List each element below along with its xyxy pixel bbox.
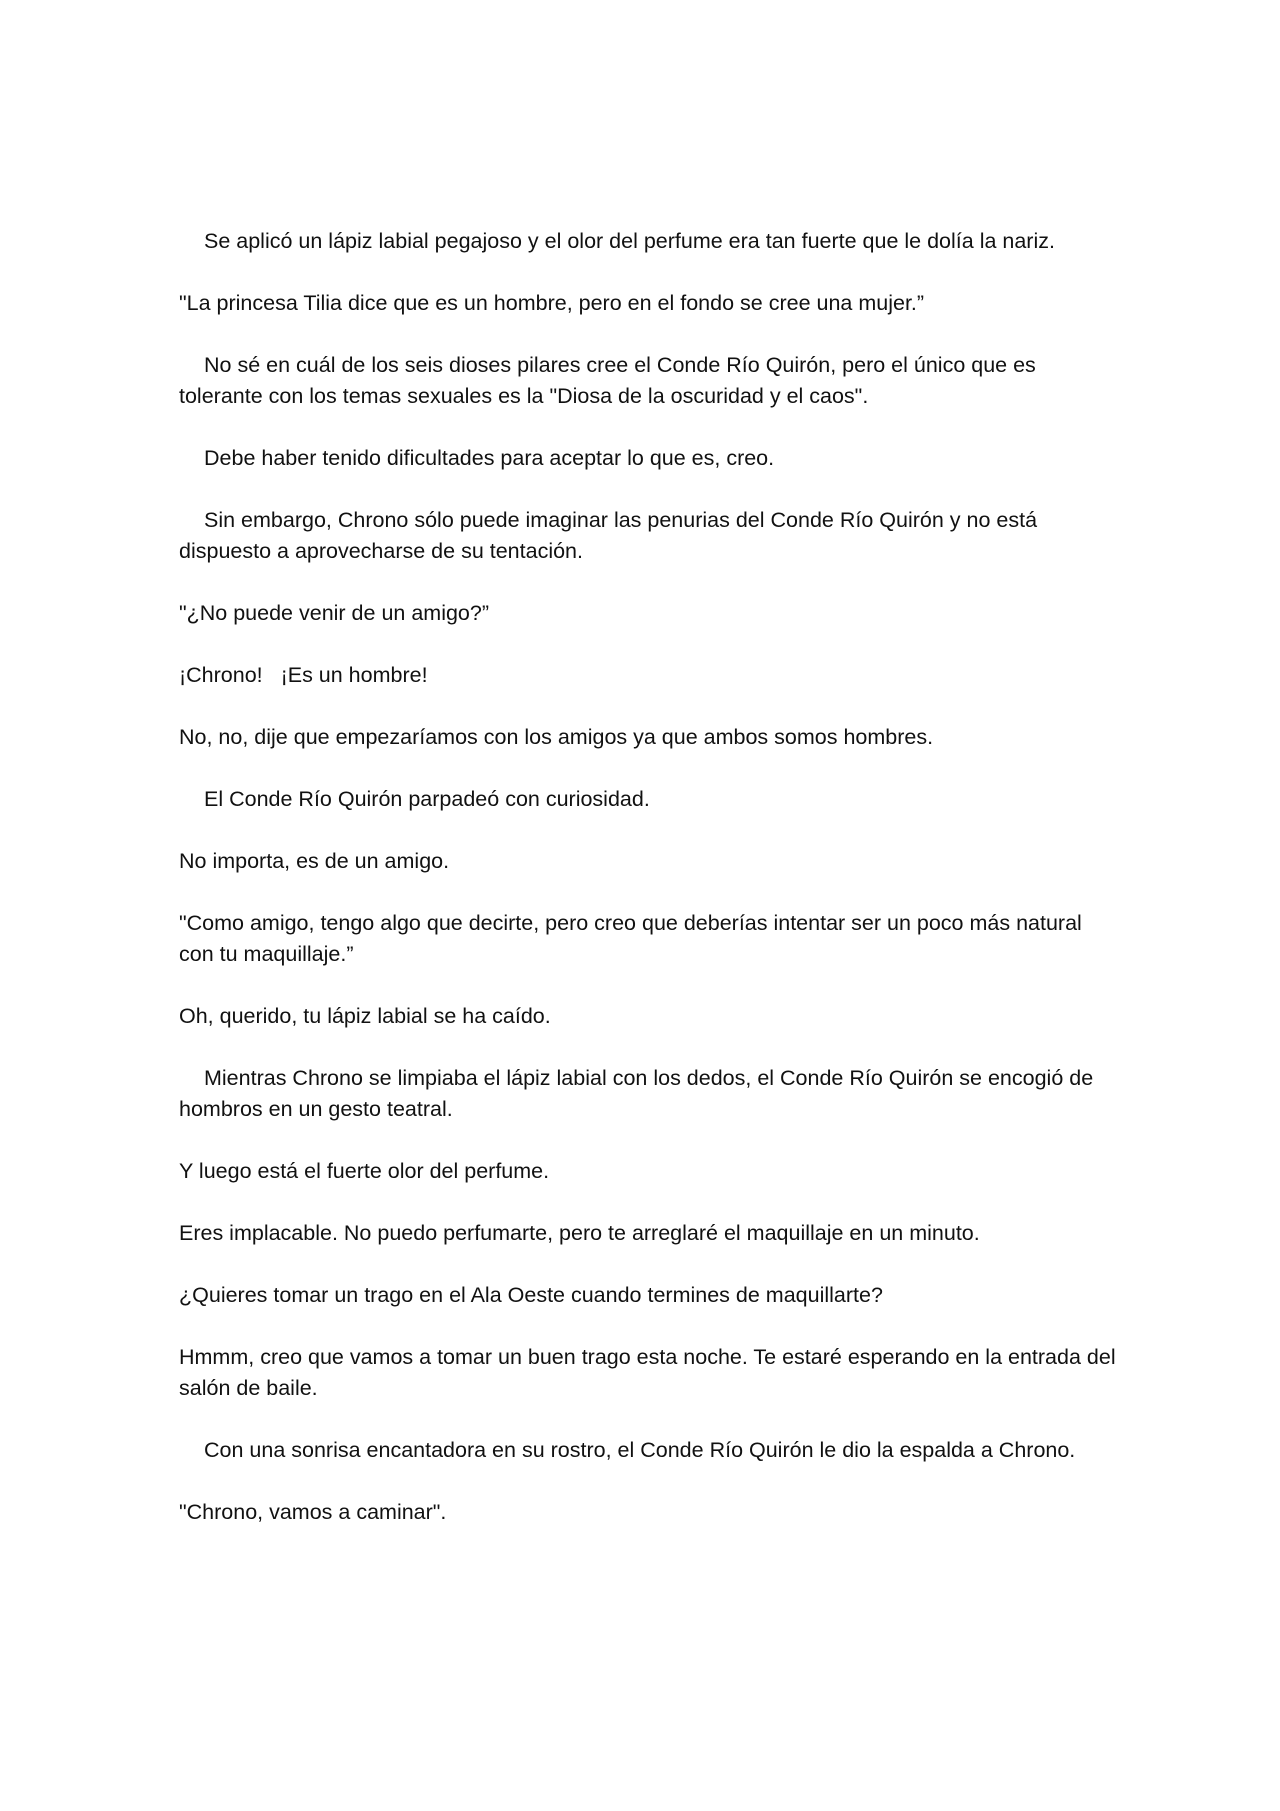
paragraph: Mientras Chrono se limpiaba el lápiz labial con los dedos, el Conde Río Quirón se encogió de hombros en un gesto teatral.	[179, 1066, 1100, 1121]
paragraph: No importa, es de un amigo.	[179, 849, 450, 873]
paragraph: Oh, querido, tu lápiz labial se ha caído.	[179, 1004, 551, 1028]
paragraph: Se aplicó un lápiz labial pegajoso y el olor del perfume era tan fuerte que le dolía la nariz.	[204, 229, 1055, 253]
paragraph: No, no, dije que empezaríamos con los amigos ya que ambos somos hombres.	[179, 725, 934, 749]
paragraph: Hmmm, creo que vamos a tomar un buen trago esta noche. Te estaré esperando en la entrada del salón de baile.	[179, 1345, 1122, 1400]
paragraph: No sé en cuál de los seis dioses pilares cree el Conde Río Quirón, pero el único que es tolerante con los temas sexuales es la "Diosa de la oscuridad y el caos".	[179, 353, 1042, 408]
paragraph: ¡Chrono! ¡Es un hombre!	[179, 663, 428, 687]
paragraph: "Chrono, vamos a caminar".	[179, 1500, 447, 1524]
paragraph: "Como amigo, tengo algo que decirte, pero creo que deberías intentar ser un poco más natural con tu maquillaje.”	[179, 911, 1088, 966]
paragraph: ¿Quieres tomar un trago en el Ala Oeste cuando termines de maquillarte?	[179, 1283, 883, 1307]
paragraph: Con una sonrisa encantadora en su rostro, el Conde Río Quirón le dio la espalda a Chrono.	[204, 1438, 1076, 1462]
paragraph: Y luego está el fuerte olor del perfume.	[179, 1159, 550, 1183]
paragraph: Eres implacable. No puedo perfumarte, pero te arreglaré el maquillaje en un minuto.	[179, 1221, 980, 1245]
paragraph: El Conde Río Quirón parpadeó con curiosidad.	[204, 787, 650, 811]
document-body	[179, 226, 1122, 1559]
paragraph: Debe haber tenido dificultades para aceptar lo que es, creo.	[204, 446, 775, 470]
paragraph: Sin embargo, Chrono sólo puede imaginar las penurias del Conde Río Quirón y no está dispuesto a aprovecharse de su tentación.	[179, 508, 1044, 563]
paragraph: "La princesa Tilia dice que es un hombre, pero en el fondo se cree una mujer.”	[179, 291, 925, 315]
paragraph: "¿No puede venir de un amigo?”	[179, 601, 490, 625]
